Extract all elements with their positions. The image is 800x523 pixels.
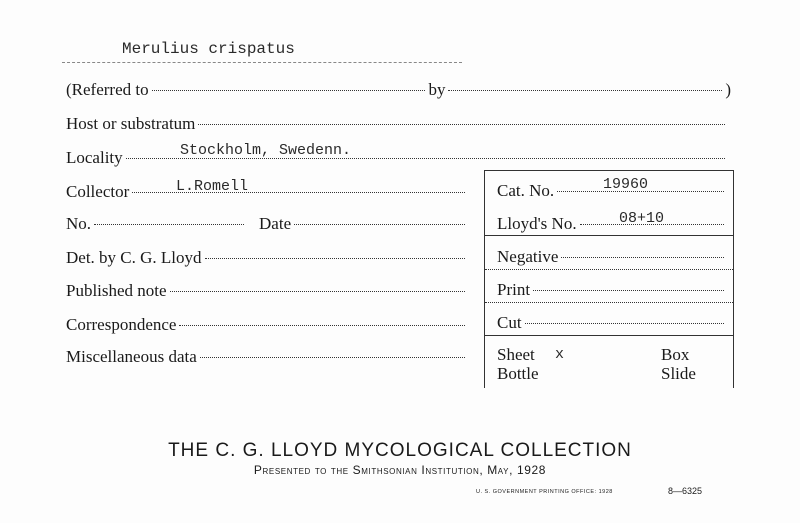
cat-no-value: 19960 <box>603 176 649 193</box>
close-paren: ) <box>725 80 732 99</box>
correspondence-label: Correspondence <box>66 315 177 334</box>
det-label: Det. by C. G. Lloyd <box>66 248 202 267</box>
published-label: Published note <box>66 281 167 300</box>
bottle-label: Bottle <box>497 364 539 383</box>
collector-label: Collector <box>66 182 130 201</box>
negative-row <box>497 247 727 267</box>
date-label: Date <box>259 214 292 233</box>
catalog-box <box>484 170 734 388</box>
print-label: Print <box>497 280 531 299</box>
locality-value: Stockholm, Swedenn. <box>180 142 352 159</box>
print-rule <box>485 302 733 303</box>
published-field <box>170 291 465 292</box>
lloyds-no-value: 08+10 <box>619 210 665 227</box>
correspondence-row <box>66 315 468 335</box>
referred-to-label: (Referred to <box>66 80 149 99</box>
collector-row <box>66 182 468 202</box>
collection-subtitle: Presented to the Smithsonian Institution, May, 1928 <box>253 463 547 477</box>
form-number: 8—6325 <box>668 486 703 496</box>
locality-label: Locality <box>66 148 123 167</box>
correspondence-field <box>179 325 465 326</box>
host-field <box>198 124 725 125</box>
cut-label: Cut <box>497 313 522 332</box>
det-field <box>205 258 465 259</box>
box-divider <box>485 235 733 236</box>
collector-value: L.Romell <box>176 178 249 195</box>
lloyds-no-label: Lloyd's No. <box>497 214 577 233</box>
misc-label: Miscellaneous data <box>66 347 197 366</box>
negative-rule <box>485 269 733 270</box>
cat-no-label: Cat. No. <box>497 181 555 200</box>
misc-row <box>66 347 468 367</box>
species-name: Merulius crispatus <box>122 40 295 58</box>
referred-row <box>66 80 731 100</box>
det-row <box>66 248 468 268</box>
print-field <box>533 290 724 291</box>
print-row <box>497 280 727 300</box>
no-label: No. <box>66 214 92 233</box>
species-rule <box>62 62 462 63</box>
cut-field <box>525 323 724 324</box>
host-row <box>66 114 728 134</box>
no-field <box>94 224 244 225</box>
sheet-label: Sheet <box>497 345 535 364</box>
box-label: Box <box>661 345 690 364</box>
date-field <box>294 224 465 225</box>
by-label: by <box>428 80 446 99</box>
lloyds-no-row <box>497 214 727 234</box>
negative-label: Negative <box>497 247 559 266</box>
by-field <box>448 90 722 91</box>
cut-rule <box>485 335 733 336</box>
misc-field <box>200 357 465 358</box>
locality-row <box>66 148 728 168</box>
negative-field <box>561 257 724 258</box>
host-label: Host or substratum <box>66 114 196 133</box>
no-date-row <box>66 214 468 234</box>
cut-row <box>497 313 727 333</box>
slide-label: Slide <box>661 364 696 383</box>
sheet-mark: x <box>555 346 565 363</box>
collection-title: THE C. G. LLOYD MYCOLOGICAL COLLECTION <box>168 440 632 461</box>
species-row <box>62 40 462 58</box>
referred-to-field <box>152 90 426 91</box>
printing-office-note: U. S. GOVERNMENT PRINTING OFFICE: 1928 <box>476 489 613 495</box>
published-row <box>66 281 468 301</box>
